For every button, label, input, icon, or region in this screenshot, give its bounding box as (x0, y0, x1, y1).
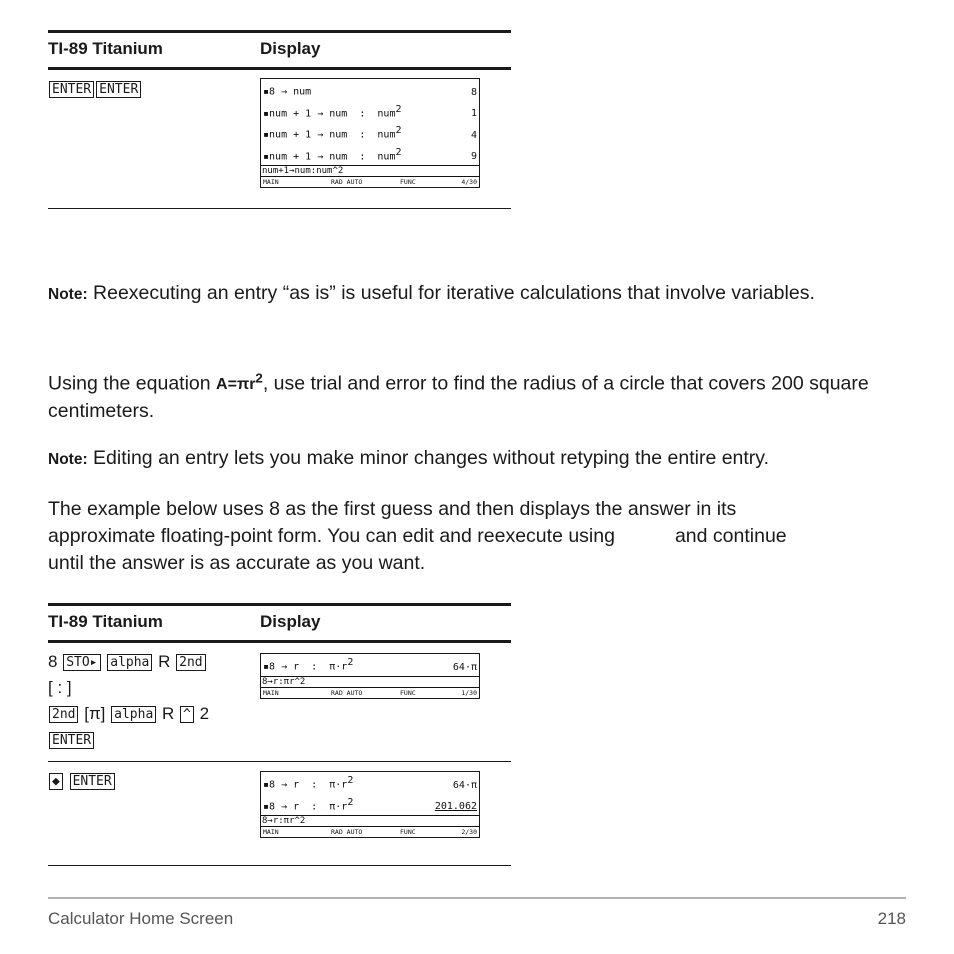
2nd-key: 2nd (176, 654, 205, 671)
equation-paragraph (48, 365, 908, 425)
exponent: 2 (395, 146, 402, 158)
equation-text: A=πr (216, 376, 256, 394)
header-col-display: Display (260, 612, 321, 631)
history-result: 201.062 (434, 801, 477, 812)
pi-key-text: [π] (84, 704, 106, 723)
history-line: ▪num + 1 → num : num$^2$ 1 (263, 103, 477, 119)
area-equation (216, 371, 263, 394)
history-expression: 8 → r : π·r (269, 661, 348, 673)
key-text: R (162, 704, 175, 723)
paragraph-text: until the answer is as accurate as you want. (48, 552, 426, 574)
history-result: 64·π (452, 661, 477, 673)
status-angle: RAD AUTO (331, 178, 363, 186)
header-col-display: Display (260, 39, 321, 58)
history-expression: 8 → r : π·r (269, 801, 348, 812)
key-text: [ : ] (48, 678, 72, 697)
history-result: 1 (470, 108, 477, 119)
entry-line: num+1→num:num^2 (261, 165, 479, 177)
status-graph: FUNC (400, 178, 416, 186)
status-count: 1/30 (461, 688, 477, 697)
status-mode: MAIN (263, 178, 279, 186)
status-graph: FUNC (400, 828, 416, 836)
status-graph: FUNC (400, 688, 416, 697)
keystroke-cell (48, 768, 248, 794)
header-col-calculator: TI-89 Titanium (48, 612, 163, 631)
history-line: ▪8 → r : $\pi\cdot r^2$ 201.062 (263, 796, 477, 812)
exponent: 2 (395, 125, 402, 137)
status-line (261, 688, 479, 698)
table-row (48, 762, 511, 866)
keystroke-table-1 (48, 30, 511, 209)
status-line (261, 827, 479, 837)
key-text: 2 (199, 704, 210, 723)
status-angle: RAD AUTO (331, 828, 363, 836)
history-expression: num + 1 → num : num (269, 151, 396, 162)
footer-rule (48, 897, 906, 899)
note-label: Note: (48, 286, 88, 303)
history-result: 8 (470, 86, 477, 98)
caret-key: ^ (180, 706, 194, 723)
history-line: ▪8 → r : $\pi\cdot r^2$ 64·π (263, 775, 477, 791)
table-header (48, 33, 511, 67)
entry-line: 8→r:πr^2 (261, 815, 479, 827)
enter-key: ENTER (96, 81, 141, 98)
status-count: 2/30 (461, 828, 477, 836)
status-mode: MAIN (263, 828, 279, 836)
paragraph-text: , use trial and error to find the radius of a circle that covers 200 square centimeters. (48, 372, 869, 423)
exponent: 2 (347, 775, 354, 787)
history-line: ▪8 → r : $\pi\cdot r^2$ 64·π (263, 657, 477, 673)
paragraph-text: Using the equation (48, 372, 217, 395)
history-line: ▪num + 1 → num : num$^2$ 9 (263, 146, 477, 162)
enter-key: ENTER (70, 773, 115, 790)
equation-exponent: 2 (255, 371, 263, 386)
2nd-key: 2nd (49, 706, 78, 723)
note-paragraph-1 (48, 280, 908, 308)
example-paragraph (48, 496, 908, 577)
note-label: Note: (48, 451, 88, 468)
diamond-key: ◆ (49, 773, 63, 790)
history-result: 4 (470, 129, 477, 141)
footer-section-title: Calculator Home Screen (48, 909, 234, 928)
key-text: 8 (48, 652, 58, 671)
keystroke-cell (48, 649, 248, 753)
history-expression: num + 1 → num : num (269, 129, 396, 141)
calculator-screen (260, 771, 480, 838)
history-expression: num + 1 → num : num (269, 108, 396, 119)
keystroke-table-2 (48, 603, 511, 866)
exponent: 2 (347, 796, 354, 808)
status-count: 4/30 (461, 178, 477, 186)
calculator-screen (260, 78, 480, 188)
page-number: 218 (877, 909, 906, 928)
alpha-key: alpha (107, 654, 152, 671)
table-row (48, 70, 511, 209)
enter-key: ENTER (49, 81, 94, 98)
note-paragraph-2 (48, 445, 908, 473)
table-header (48, 606, 511, 640)
note-text: Editing an entry lets you make minor changes without retyping the entire entry. (87, 447, 770, 469)
history-result: 9 (470, 151, 477, 162)
entry-line: 8→r:πr^2 (261, 676, 479, 688)
exponent: 2 (347, 657, 354, 669)
enter-key: ENTER (49, 732, 94, 749)
alpha-key: alpha (111, 706, 156, 723)
header-col-calculator: TI-89 Titanium (48, 39, 163, 58)
table-row (48, 643, 511, 762)
paragraph-text: approximate floating-point form. You can edit and reexecute using (48, 525, 615, 547)
status-line (261, 177, 479, 187)
history-line: ▪8 → num 8 (263, 86, 477, 98)
calculator-screen (260, 653, 480, 699)
sto-key: STO▸ (63, 654, 100, 671)
status-mode: MAIN (263, 688, 279, 697)
history-expression: 8 → num (269, 86, 312, 98)
history-line: ▪num + 1 → num : num$^2$ 4 (263, 125, 477, 141)
key-text: R (158, 652, 171, 671)
status-angle: RAD AUTO (331, 688, 363, 697)
paragraph-text: The example below uses 8 as the first guess and then displays the answer in its (48, 498, 737, 520)
paragraph-text: and continue (674, 525, 787, 547)
exponent: 2 (395, 103, 402, 115)
note-text: Reexecuting an entry “as is” is useful for iterative calculations that involve variables. (87, 282, 815, 304)
history-result: 64·π (452, 779, 477, 791)
history-expression: 8 → r : π·r (269, 779, 348, 791)
keystroke-cell (48, 76, 248, 102)
